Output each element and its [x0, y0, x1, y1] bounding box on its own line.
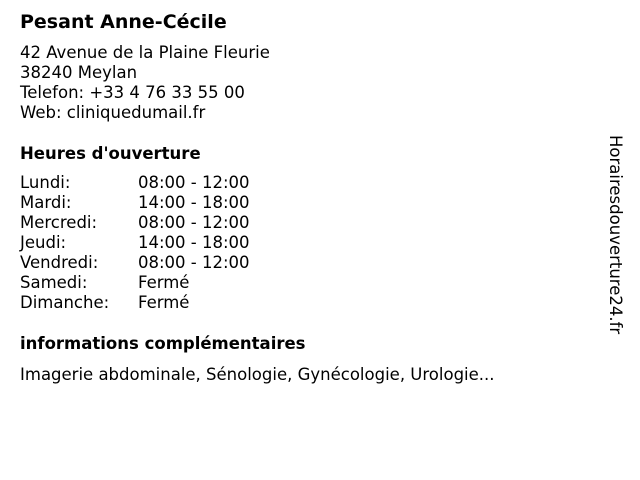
additional-info-text: Imagerie abdominale, Sénologie, Gynécologie, Urologie... — [20, 365, 495, 384]
opening-hours-table — [20, 173, 250, 313]
opening-hours-heading: Heures d'ouverture — [20, 144, 201, 163]
phone-number: Telefon: +33 4 76 33 55 00 — [20, 83, 245, 102]
hours-row-lundi — [20, 173, 250, 193]
hours-row-vendredi — [20, 253, 250, 273]
site-watermark: Horairesdouverture24.fr — [606, 135, 625, 335]
address-street: 42 Avenue de la Plaine Fleurie — [20, 43, 270, 62]
day-label: Samedi: — [20, 273, 88, 292]
time-range: 14:00 - 18:00 — [138, 233, 250, 252]
time-range: 14:00 - 18:00 — [138, 193, 250, 212]
time-range: Fermé — [138, 273, 190, 292]
hours-row-dimanche — [20, 293, 190, 313]
day-label: Jeudi: — [20, 233, 67, 252]
day-label: Vendredi: — [20, 253, 99, 272]
hours-row-samedi — [20, 273, 190, 293]
time-range: Fermé — [138, 293, 190, 312]
contact-block — [20, 43, 270, 123]
time-range: 08:00 - 12:00 — [138, 253, 250, 272]
day-label: Lundi: — [20, 173, 71, 192]
day-label: Dimanche: — [20, 293, 110, 312]
day-label: Mardi: — [20, 193, 72, 212]
time-range: 08:00 - 12:00 — [138, 173, 250, 192]
hours-row-mercredi — [20, 213, 250, 233]
website-link[interactable]: Web: cliniquedumail.fr — [20, 103, 206, 122]
time-range: 08:00 - 12:00 — [138, 213, 250, 232]
additional-info-heading: informations complémentaires — [20, 334, 306, 353]
hours-row-jeudi — [20, 233, 250, 253]
day-label: Mercredi: — [20, 213, 98, 232]
hours-row-mardi — [20, 193, 250, 213]
practitioner-name: Pesant Anne-Cécile — [20, 11, 227, 33]
address-city: 38240 Meylan — [20, 63, 138, 82]
